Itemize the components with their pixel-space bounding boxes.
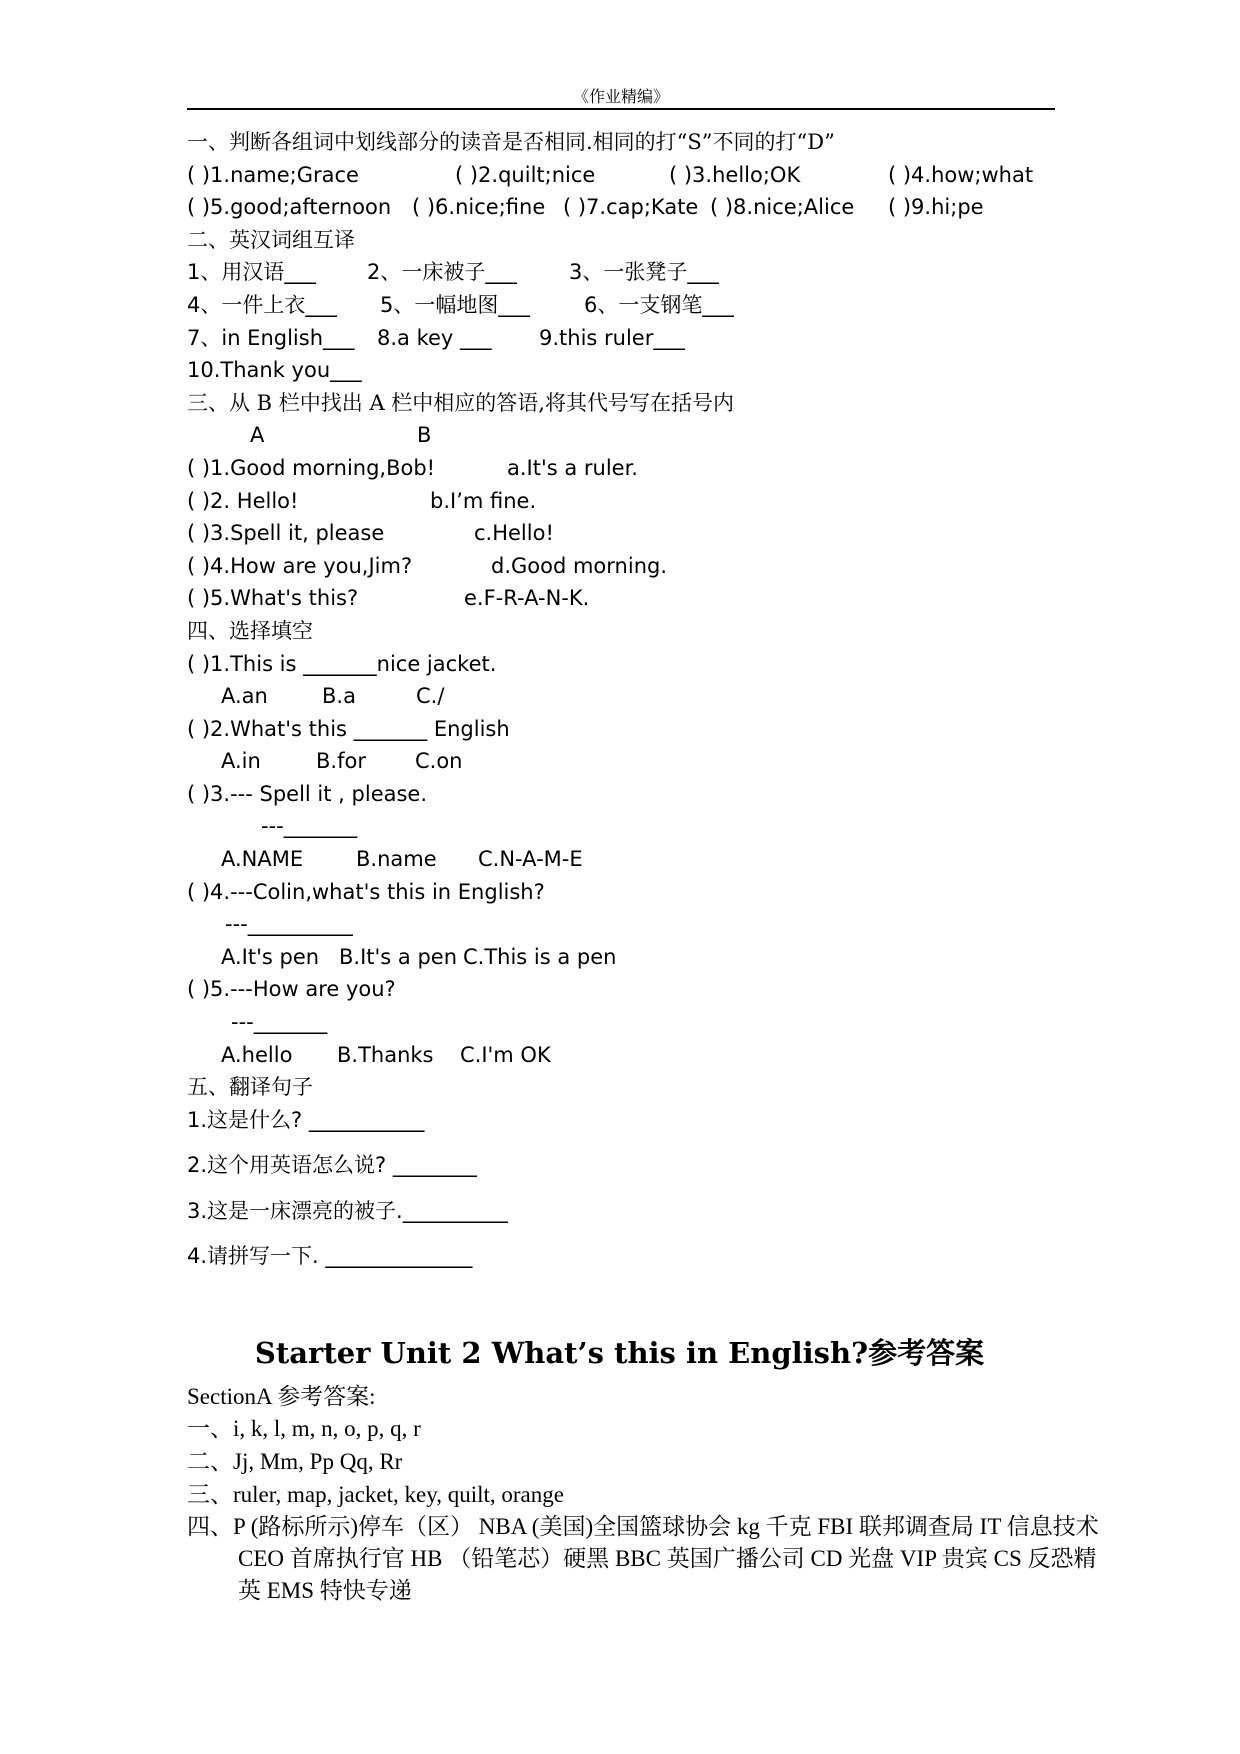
phrase-6: 6、一支钢笔___ — [584, 292, 734, 317]
answer-key-title: Starter Unit 2 What’s this in English?参考答案 — [254, 1335, 985, 1370]
match-row — [187, 517, 1057, 550]
translate-sentence-4 — [187, 1240, 1057, 1286]
part2-row1 — [187, 256, 1057, 289]
answer-2: 二、Jj, Mm, Pp Qq, Rr — [187, 1449, 403, 1474]
choice-reply-5 — [187, 1006, 1057, 1039]
match-row — [187, 582, 1057, 615]
match-question: ( )2. Hello! — [187, 488, 299, 513]
option-a: A.in — [221, 749, 261, 774]
option-b: B.for — [316, 749, 366, 774]
reply-blank: ---_______ — [261, 814, 358, 839]
answer-line: ________ — [392, 1153, 477, 1178]
choice-question-5: ( )5.---How are you? — [187, 977, 396, 1002]
match-answer: a.It's a ruler. — [507, 455, 638, 480]
choice-options-1 — [187, 680, 1057, 713]
section-spacer — [187, 1286, 1057, 1326]
match-answer: d.Good morning. — [491, 553, 668, 578]
match-question: ( )3.Spell it, please — [187, 521, 385, 546]
option-c: C.N-A-M-E — [478, 847, 583, 872]
phrase-10: 10.Thank you___ — [187, 358, 362, 383]
match-answer: e.F-R-A-N-K. — [464, 586, 590, 611]
match-row — [187, 452, 1057, 485]
item-4: ( )4.how;what — [888, 162, 1034, 187]
item-6: ( )6.nice;fine — [412, 195, 546, 220]
option-b: B.a — [322, 684, 356, 709]
answer-4: 四、P (路标所示)停车（区） NBA (美国)全国篮球协会 kg 千克 FBI 联邦调查局 IT 信息技术 CEO 首席执行官 HB （铅笔芯）硬黑 BBC 英国广播公司 CD 光盘 VIP 贵宾 CS 反恐精英 EMS 特快专递 — [187, 1514, 1099, 1604]
phrase-4: 4、一件上衣___ — [187, 292, 337, 317]
answer-section-label: SectionA 参考答案: — [187, 1383, 376, 1409]
answer-line: ______________ — [325, 1244, 473, 1269]
translate-sentence-3 — [187, 1195, 1057, 1241]
option-c: C.I'm OK — [460, 1042, 551, 1067]
phrase-7: 7、in English___ — [187, 325, 355, 350]
match-question: ( )5.What's this? — [187, 586, 359, 611]
phrase-9: 9.this ruler___ — [539, 325, 685, 350]
option-a: A.NAME — [221, 847, 304, 872]
option-b: B.name — [356, 847, 437, 872]
phrase-5: 5、一幅地图___ — [380, 292, 530, 317]
part1-heading: 一、判断各组词中划线部分的读音是否相同.相同的打“S”不同的打“D” — [187, 130, 835, 154]
answer-line: __________ — [402, 1198, 508, 1223]
match-row — [187, 550, 1057, 583]
choice-reply-4 — [187, 908, 1057, 941]
option-b: B.It's a pen — [339, 944, 458, 969]
choice-options-2 — [187, 745, 1057, 778]
part2-row4 — [187, 354, 1057, 387]
part2-row2 — [187, 289, 1057, 322]
part2-heading: 二、英汉词组互译 — [187, 227, 355, 252]
option-c: C.on — [415, 749, 463, 774]
match-row — [187, 485, 1057, 518]
answer-3: 三、ruler, map, jacket, key, quilt, orange — [187, 1481, 564, 1507]
part4-heading: 四、选择填空 — [187, 618, 313, 643]
choice-options-4 — [187, 941, 1057, 974]
part5-heading: 五、翻译句子 — [187, 1075, 313, 1100]
choice-options-3 — [187, 843, 1057, 876]
part3-heading: 三、从 B 栏中找出 A 栏中相应的答语,将其代号写在括号内 — [187, 390, 734, 415]
sentence-text: 4.请拼写一下. — [187, 1244, 326, 1269]
option-c: C.This is a pen — [463, 944, 617, 969]
phrase-3: 3、一张凳子___ — [569, 260, 719, 285]
option-a: A.an — [221, 684, 268, 709]
worksheet-content — [187, 126, 1099, 1607]
item-2: ( )2.quilt;nice — [455, 162, 596, 187]
choice-question-2: ( )2.What's this _______ English — [187, 716, 510, 741]
item-3: ( )3.hello;OK — [669, 162, 801, 187]
item-9: ( )9.hi;pe — [888, 195, 984, 220]
option-a: A.It's pen — [221, 944, 320, 969]
translate-sentence-2 — [187, 1149, 1057, 1195]
header-rule — [187, 108, 1055, 110]
choice-question-1: ( )1.This is _______nice jacket. — [187, 651, 497, 676]
part2-row3 — [187, 322, 1057, 355]
match-question: ( )4.How are you,Jim? — [187, 553, 413, 578]
sentence-text: 1.这是什么? — [187, 1107, 309, 1132]
option-c: C./ — [416, 684, 445, 709]
option-a: A.hello — [221, 1042, 293, 1067]
sentence-text: 2.这个用英语怎么说? — [187, 1153, 393, 1178]
choice-question-3: ( )3.--- Spell it , please. — [187, 781, 428, 806]
answer-key — [187, 1381, 1099, 1607]
part1-row1 — [187, 159, 1057, 192]
phrase-1: 1、用汉语___ — [187, 260, 316, 285]
option-b: B.Thanks — [337, 1042, 434, 1067]
phrase-2: 2、一床被子___ — [367, 260, 517, 285]
page-header: 《作业精编》 — [572, 87, 669, 106]
translate-sentence-1 — [187, 1104, 1057, 1150]
item-7: ( )7.cap;Kate — [563, 195, 699, 220]
item-8: ( )8.nice;Alice — [710, 195, 855, 220]
sentence-text: 3.这是一床漂亮的被子. — [187, 1198, 403, 1223]
part3-column-headers — [187, 419, 1057, 452]
reply-blank: ---_______ — [231, 1010, 328, 1035]
match-question: ( )1.Good morning,Bob! — [187, 455, 436, 480]
answer-line: ___________ — [308, 1107, 425, 1132]
phrase-8: 8.a key ___ — [377, 325, 492, 350]
answer-1: 一、i, k, l, m, n, o, p, q, r — [187, 1416, 421, 1442]
choice-options-5 — [187, 1039, 1057, 1072]
part1-row2 — [187, 191, 1057, 224]
choice-reply-3 — [187, 810, 1057, 843]
match-answer: c.Hello! — [474, 521, 554, 546]
match-answer: b.I’m fine. — [430, 488, 537, 513]
item-1: ( )1.name;Grace — [187, 162, 359, 187]
column-a-label: A — [250, 423, 265, 448]
reply-blank: ---__________ — [225, 912, 353, 937]
item-5: ( )5.good;afternoon — [187, 195, 392, 220]
choice-question-4: ( )4.---Colin,what's this in English? — [187, 879, 545, 904]
column-b-label: B — [417, 423, 432, 448]
